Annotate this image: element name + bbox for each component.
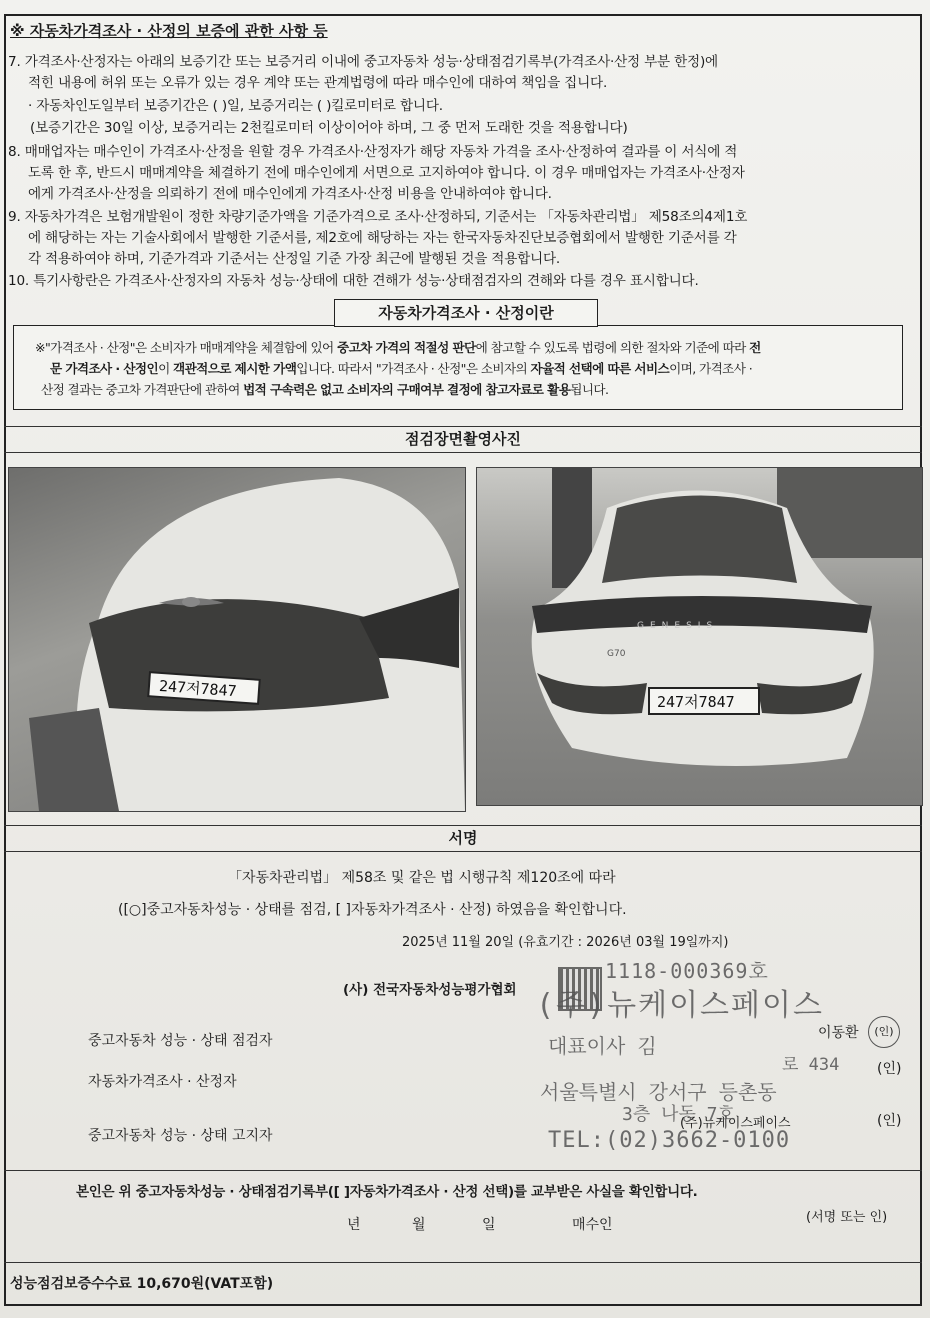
receipt-sign: (서명 또는 인)	[806, 1210, 888, 1225]
item-8-line1: 8. 매매업자는 매수인이 가격조사·산정을 원할 경우 가격조사·산정자가 해당 자동차 가격을 조사·산정하여 결과를 이 서식에 적	[8, 144, 738, 160]
front-plate-text: 247저7847	[158, 676, 238, 701]
role-notifier: 중고자동차 성능 · 상태 고지자	[88, 1128, 273, 1144]
law-reference: 「자동차관리법」 제58조 및 같은 법 시행규칙 제120조에 따라	[228, 870, 616, 886]
def-text: ※"가격조사 · 산정"은 소비자가 매매계약을 체결함에 있어	[35, 340, 338, 355]
rear-brand-text: GENESIS	[637, 621, 719, 631]
def-bold: 자율적 선택에 따른 서비스	[530, 361, 670, 376]
role-inspector: 중고자동차 성능 · 상태 점검자	[88, 1033, 273, 1049]
def-text: 입니다. 따라서 "가격조사 · 산정"은 소비자의	[296, 361, 531, 376]
rear-car-image	[477, 468, 922, 805]
inspector-name: 이동환	[818, 1025, 859, 1041]
item-9-line2: 에 해당하는 자는 기술사회에서 발행한 기준서를, 제2호에 해당하는 자는 한국자동차진단보증협회에서 발행한 기준서를 각	[28, 230, 737, 246]
front-car-photo	[8, 467, 466, 812]
def-text: 산정 결과는 중고차 가격판단에 관하여	[41, 382, 244, 397]
def-text: 됩니다.	[570, 382, 609, 397]
confirm-statement: ([○]중고자동차성능 · 상태를 점검, [ ]자동차가격조사 · 산정) 하였음을 확인합니다.	[118, 902, 627, 918]
photos-title: 점검장면촬영사진	[405, 430, 521, 448]
def-bold: 전	[749, 340, 761, 355]
item-7-line1: 7. 가격조사·산정자는 아래의 보증기간 또는 보증거리 이내에 중고자동차 성능·상태점검기록부(가격조사·산정 부분 한정)에	[8, 54, 718, 70]
stamp-tel: TEL:(02)3662-0100	[548, 1128, 791, 1153]
definition-text	[35, 337, 895, 400]
stamp-company: (주)뉴케이스페이스	[536, 988, 824, 1023]
def-text: 이	[158, 361, 174, 376]
receipt-day: 일	[482, 1217, 496, 1233]
confirm-date: 2025년 11월 20일 (유효기간 : 2026년 03월 19일까지)	[402, 935, 729, 950]
item-7-line2: 적힌 내용에 허위 또는 오류가 있는 경우 계약 또는 관계법령에 따라 매수인에 대하여 책임을 집니다.	[28, 75, 608, 91]
divider	[4, 426, 922, 427]
item-8-line3: 에게 가격조사·산정을 의뢰하기 전에 매수인에게 가격조사·산정 비용을 안내하여야 합니다.	[28, 186, 552, 202]
def-bold: 법적 구속력은 없고 소비자의 구매여부 결정에 참고자료로 활용	[243, 382, 571, 397]
def-bold: 문 가격조사 · 산정인	[50, 361, 159, 376]
item-9-line3: 각 적용하여야 하며, 기준가격과 기준서는 산정일 기준 가장 최근에 발행된 것을 적용합니다.	[28, 251, 561, 267]
definition-tab: 자동차가격조사 · 산정이란	[334, 299, 598, 327]
divider	[4, 1170, 922, 1171]
stamp-address3: 3층 나동 7호	[622, 1104, 735, 1125]
divider	[4, 825, 922, 826]
item-7-line4: (보증기간은 30일 이상, 보증거리는 2천킬로미터 이상이어야 하며, 그 중 먼저 도래한 것을 적용합니다)	[30, 120, 628, 136]
def-bold: 객관적으로 제시한 가액	[173, 361, 297, 376]
stamp-address2: 서울특별시 강서구 등촌동	[540, 1080, 777, 1104]
item-7-line3: · 자동차인도일부터 보증기간은 ( )일, 보증거리는 ( )킬로미터로 합니다.	[28, 98, 443, 114]
rear-plate-text: 247저7847	[657, 693, 735, 711]
front-car-image	[9, 468, 465, 811]
stamp-address1: 로 434	[782, 1055, 840, 1075]
notifier-company: (주)뉴케이스페이스	[680, 1116, 791, 1131]
section-header: ※ 자동차가격조사 · 산정의 보증에 관한 사항 등	[10, 22, 328, 40]
receipt-buyer: 매수인	[572, 1217, 613, 1233]
receipt-year: 년	[347, 1217, 361, 1233]
def-text: 이며, 가격조사 ·	[669, 361, 753, 376]
inspector-seal: (인)	[868, 1016, 900, 1048]
item-8-line2: 도록 한 후, 반드시 매매계약을 체결하기 전에 매수인에게 서면으로 고지하여야 합니다. 이 경우 매매업자는 가격조사·산정자	[28, 165, 745, 181]
stamp-reg: 1118-000369호	[605, 959, 769, 983]
role-appraiser: 자동차가격조사 · 산정자	[88, 1074, 237, 1090]
rear-car-photo	[476, 467, 923, 806]
item-10-line1: 10. 특기사항란은 가격조사·산정자의 자동차 성능·상태에 대한 견해가 성능·상태점검자의 견해와 다를 경우 표시합니다.	[8, 273, 699, 289]
stamp-ceo: 대표이사 김	[548, 1034, 657, 1058]
receipt-statement: 본인은 위 중고자동차성능 · 상태점검기록부([ ]자동차가격조사 · 산정 선택)를 교부받은 사실을 확인합니다.	[76, 1184, 698, 1200]
association-name: (사) 전국자동차성능평가협회	[343, 982, 517, 998]
divider	[4, 851, 922, 852]
seal-mark-2: (인)	[877, 1113, 902, 1129]
seal-mark-1: (인)	[877, 1061, 902, 1077]
item-9-line1: 9. 자동차가격은 보험개발원이 정한 차량기준가액을 기준가격으로 조사·산정하되, 기준서는 「자동차관리법」 제58조의4제1호	[8, 209, 748, 225]
divider	[4, 452, 922, 453]
divider	[4, 1262, 922, 1263]
def-bold: 중고차 가격의 적절성 판단	[337, 340, 476, 355]
rear-badge-text: G70	[607, 649, 626, 659]
receipt-month: 월	[412, 1217, 426, 1233]
def-text: 에 참고할 수 있도록 법령에 의한 절차와 기준에 따라	[475, 340, 750, 355]
signature-title: 서명	[448, 829, 478, 847]
fee-text: 성능점검보증수수료 10,670원(VAT포함)	[10, 1276, 274, 1292]
